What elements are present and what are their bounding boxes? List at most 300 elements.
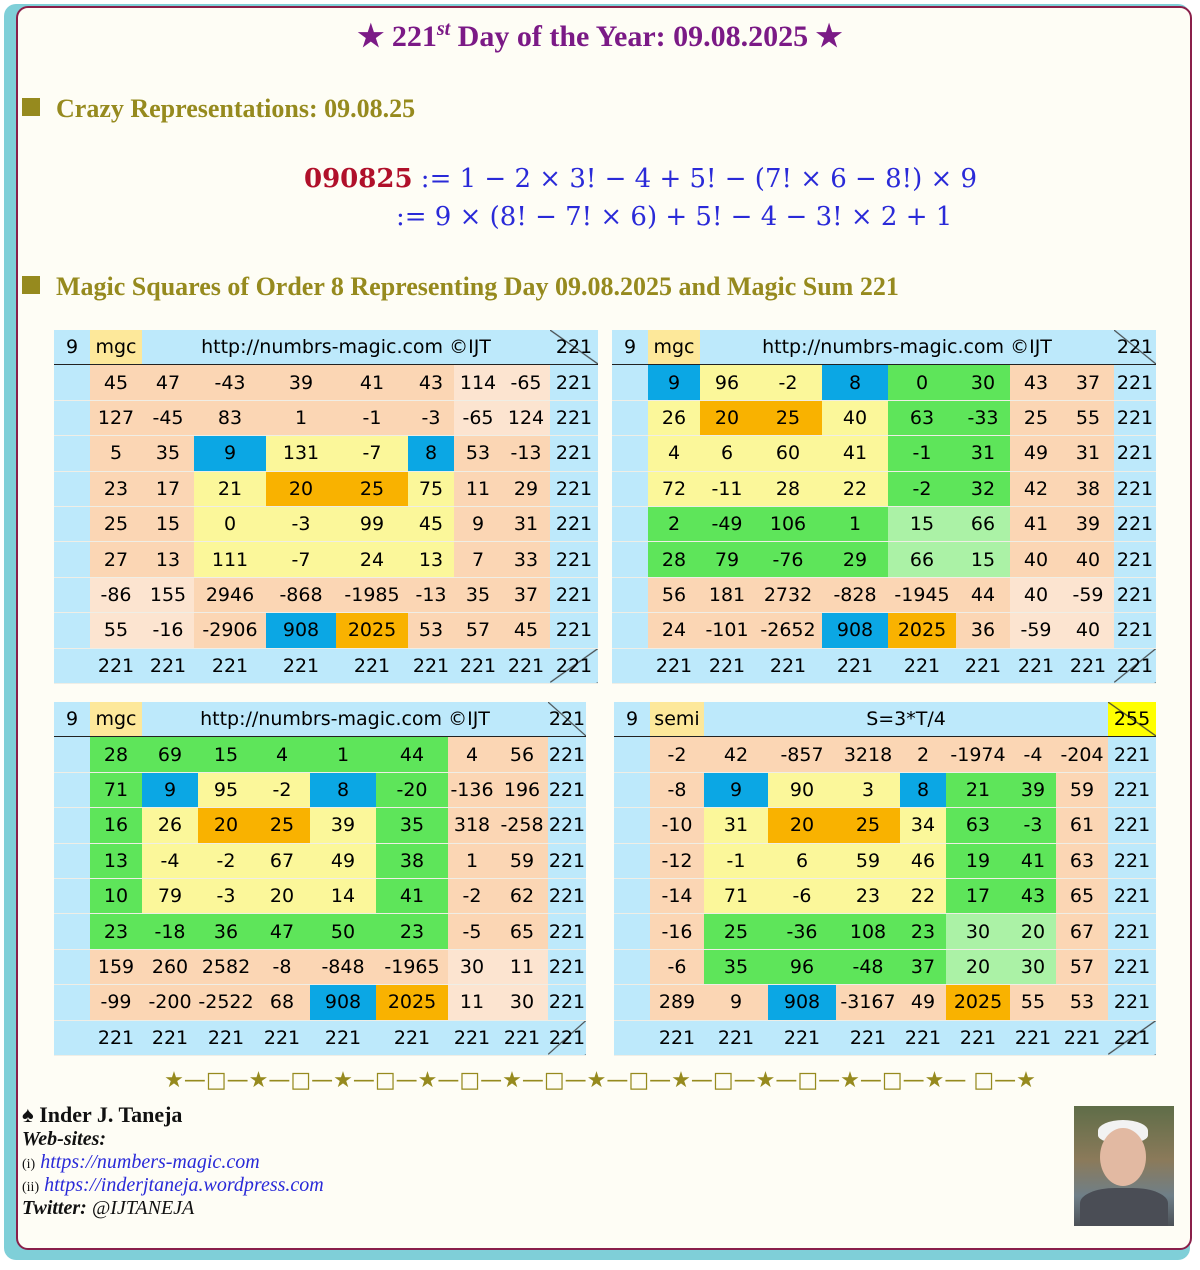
square-cell: 43	[408, 365, 454, 400]
square-cell: 53	[408, 613, 454, 648]
left-margin-cell	[54, 772, 90, 807]
square-cell: -3167	[836, 985, 900, 1020]
row-sum-cell: 221	[1114, 436, 1156, 471]
column-sum-cell: 221	[946, 1020, 1010, 1055]
square-cell: 908	[822, 613, 888, 648]
square-cell: 17	[946, 878, 1010, 913]
author-block	[22, 1102, 324, 1220]
square-cell: 3	[836, 772, 900, 807]
square-cell: -258	[496, 808, 548, 843]
square-cell: 4	[648, 436, 700, 471]
magic-square-3	[54, 702, 586, 1056]
square-cell: 40	[1010, 542, 1062, 577]
table-row	[612, 471, 1156, 506]
row-sum-cell: 221	[1108, 808, 1156, 843]
square-cell: 20	[768, 808, 836, 843]
square-cell: 41	[336, 365, 408, 400]
square-cell: 30	[448, 949, 496, 984]
square-cell: 41	[1010, 843, 1056, 878]
square-cell: 20	[946, 949, 1010, 984]
square-cell: 26	[648, 400, 700, 435]
square-cell: 63	[946, 808, 1010, 843]
square-cell: 46	[900, 843, 946, 878]
square-cell: 28	[648, 542, 700, 577]
square-cell: 45	[408, 506, 454, 541]
row-sum-cell: 221	[1114, 471, 1156, 506]
square-cell: 31	[1062, 436, 1114, 471]
square-cell: 45	[90, 365, 142, 400]
square-cell: 38	[376, 843, 448, 878]
table-row	[614, 772, 1156, 807]
square-cell: -868	[266, 577, 336, 612]
square-header: http://numbrs-magic.com ©IJT	[142, 702, 548, 737]
square-cell: 26	[142, 808, 198, 843]
square-cell: -7	[266, 542, 336, 577]
row-sum-cell: 221	[1108, 843, 1156, 878]
square-cell: 13	[90, 843, 142, 878]
column-sum-cell: 221	[448, 1020, 496, 1055]
square-cell: 67	[1056, 914, 1108, 949]
square-cell: -65	[454, 400, 502, 435]
column-sum-cell: 221	[822, 648, 888, 683]
row-sum-cell: 221	[550, 471, 598, 506]
column-sum-cell: 221	[90, 1020, 142, 1055]
square-cell: 25	[336, 471, 408, 506]
column-sum-cell: 221	[900, 1020, 946, 1055]
square-cell: -18	[142, 914, 198, 949]
website-2: (ii) https://inderjtaneja.wordpress.com	[22, 1174, 324, 1196]
square-cell: 2582	[198, 949, 254, 984]
square-cell: 42	[1010, 471, 1062, 506]
square-cell: -2	[754, 365, 822, 400]
square-cell: 41	[376, 878, 448, 913]
square-cell: -6	[650, 949, 704, 984]
table-row	[614, 808, 1156, 843]
square-cell: 83	[194, 400, 266, 435]
column-sum-cell: 221	[194, 648, 266, 683]
square-cell: 39	[266, 365, 336, 400]
square-cell: 75	[408, 471, 454, 506]
square-tag: mgc	[90, 702, 142, 737]
square-cell: 1	[448, 843, 496, 878]
table-row	[612, 506, 1156, 541]
left-margin-cell	[54, 808, 90, 843]
table-row	[614, 737, 1156, 772]
square-cell: 44	[956, 577, 1010, 612]
square-cell: -13	[408, 577, 454, 612]
column-sum-cell: 221	[90, 648, 142, 683]
square-cell: 39	[1010, 772, 1056, 807]
square-cell: -65	[502, 365, 550, 400]
square-cell: -45	[142, 400, 194, 435]
square-cell: 9	[704, 985, 768, 1020]
square-cell: 28	[754, 471, 822, 506]
square-cell: 21	[194, 471, 266, 506]
square-cell: 260	[142, 949, 198, 984]
square-cell: 2	[900, 737, 946, 772]
square-cell: 23	[90, 914, 142, 949]
square-cell: 8	[310, 772, 376, 807]
square-cell: 56	[648, 577, 700, 612]
table-row	[614, 949, 1156, 984]
square-cell: 23	[376, 914, 448, 949]
square-cell: 1	[822, 506, 888, 541]
table-row	[54, 843, 586, 878]
row-sum-cell: 221	[550, 365, 598, 400]
square-cell: 50	[310, 914, 376, 949]
left-margin-cell	[54, 542, 90, 577]
column-sum-cell: 221	[336, 648, 408, 683]
equation-number: 090825	[304, 164, 413, 194]
column-sum-cell: 221	[754, 648, 822, 683]
table-row	[54, 506, 598, 541]
square-cell: 53	[454, 436, 502, 471]
table-row	[612, 577, 1156, 612]
left-margin-cell	[612, 577, 648, 612]
column-sum-cell: 221	[310, 1020, 376, 1055]
square-cell: 62	[496, 878, 548, 913]
square-cell: -3	[1010, 808, 1056, 843]
square-header: http://numbrs-magic.com ©IJT	[142, 330, 550, 365]
square-cell: 159	[90, 949, 142, 984]
square-cell: 49	[900, 985, 946, 1020]
section-heading-representations: Crazy Representations: 09.08.25	[22, 94, 415, 124]
square-cell: 22	[900, 878, 946, 913]
square-cell: 68	[254, 985, 310, 1020]
row-sum-cell: 221	[1114, 542, 1156, 577]
square-cell: 31	[704, 808, 768, 843]
square-cell: 2025	[946, 985, 1010, 1020]
author-photo	[1074, 1106, 1174, 1226]
square-cell: 196	[496, 772, 548, 807]
row-sum-cell: 221	[1114, 577, 1156, 612]
square-cell: 40	[822, 400, 888, 435]
square-cell: 20	[700, 400, 754, 435]
square-cell: 8	[408, 436, 454, 471]
square-cell: -2	[650, 737, 704, 772]
square-cell: -59	[1062, 577, 1114, 612]
square-cell: 25	[254, 808, 310, 843]
magic-square-2	[612, 330, 1156, 684]
row-sum-cell: 221	[550, 577, 598, 612]
square-cell: 13	[142, 542, 194, 577]
square-cell: -2	[888, 471, 956, 506]
left-margin-cell	[54, 648, 90, 683]
website-1: (i) https://numbers-magic.com	[22, 1151, 260, 1173]
column-sum-cell: 221	[836, 1020, 900, 1055]
left-margin-cell	[614, 843, 650, 878]
square-cell: 23	[90, 471, 142, 506]
column-sum-cell: 221	[648, 648, 700, 683]
square-cell: 19	[946, 843, 1010, 878]
column-sum-cell: 221	[502, 648, 550, 683]
square-cell: -3	[198, 878, 254, 913]
square-cell: 0	[194, 506, 266, 541]
diagonal-sum-cell: 221	[550, 648, 598, 683]
square-cell: 4	[254, 737, 310, 772]
row-sum-cell: 221	[548, 878, 586, 913]
left-margin-cell	[612, 648, 648, 683]
square-cell: -1	[888, 436, 956, 471]
square-cell: -10	[650, 808, 704, 843]
column-sum-cell: 221	[1010, 648, 1062, 683]
square-cell: -16	[650, 914, 704, 949]
table-row	[54, 985, 586, 1020]
square-cell: 65	[1056, 878, 1108, 913]
square-cell: 44	[376, 737, 448, 772]
table-row	[54, 471, 598, 506]
square-cell: 25	[704, 914, 768, 949]
square-cell: 106	[754, 506, 822, 541]
square-cell: 39	[310, 808, 376, 843]
square-cell: 35	[454, 577, 502, 612]
square-cell: 90	[768, 772, 836, 807]
left-margin-cell	[614, 985, 650, 1020]
row-sum-cell: 221	[1108, 737, 1156, 772]
square-cell: 99	[336, 506, 408, 541]
square-cell: -43	[194, 365, 266, 400]
square-cell: 47	[142, 365, 194, 400]
square-cell: 20	[254, 878, 310, 913]
square-cell: 49	[310, 843, 376, 878]
diagonal-sum-cell: 221	[1114, 330, 1156, 365]
websites-label: Web-sites:	[22, 1128, 107, 1150]
section-heading-magic-squares: Magic Squares of Order 8 Representing Day 09.08.2025 and Magic Sum 221	[22, 272, 899, 302]
square-cell: 49	[1010, 436, 1062, 471]
column-sum-cell: 221	[1062, 648, 1114, 683]
row-sum-cell: 221	[548, 772, 586, 807]
magic-square-4	[614, 702, 1156, 1056]
left-margin-cell	[612, 542, 648, 577]
left-margin-cell	[54, 985, 90, 1020]
square-cell: -2	[198, 843, 254, 878]
left-margin-cell	[614, 808, 650, 843]
square-cell: 24	[648, 613, 700, 648]
square-cell: 6	[768, 843, 836, 878]
table-row	[612, 365, 1156, 400]
square-cell: -3	[266, 506, 336, 541]
square-cell: 35	[704, 949, 768, 984]
square-cell: 71	[704, 878, 768, 913]
square-cell: -2906	[194, 613, 266, 648]
square-cell: 5	[90, 436, 142, 471]
square-cell: -4	[142, 843, 198, 878]
square-cell: 36	[198, 914, 254, 949]
square-tag: mgc	[90, 330, 142, 365]
square-cell: 9	[194, 436, 266, 471]
square-cell: -14	[650, 878, 704, 913]
website-link-2[interactable]: https://inderjtaneja.wordpress.com	[44, 1174, 324, 1196]
row-sum-cell: 221	[1108, 949, 1156, 984]
column-sum-cell: 221	[198, 1020, 254, 1055]
left-margin-cell	[54, 878, 90, 913]
square-header: S=3*T/4	[704, 702, 1108, 737]
square-cell: 131	[266, 436, 336, 471]
square-cell: 2025	[888, 613, 956, 648]
square-cell: -16	[142, 613, 194, 648]
square-cell: 0	[888, 365, 956, 400]
square-cell: 908	[768, 985, 836, 1020]
column-sum-cell: 221	[704, 1020, 768, 1055]
square-cell: -49	[700, 506, 754, 541]
square-cell: 11	[454, 471, 502, 506]
row-sum-cell: 221	[1108, 985, 1156, 1020]
square-cell: -4	[1010, 737, 1056, 772]
square-cell: 124	[502, 400, 550, 435]
square-cell: 9	[142, 772, 198, 807]
square-cell: 55	[1062, 400, 1114, 435]
website-link-1[interactable]: https://numbers-magic.com	[40, 1151, 260, 1173]
square-cell: 2025	[376, 985, 448, 1020]
square-cell: -2522	[198, 985, 254, 1020]
square-cell: 15	[888, 506, 956, 541]
table-row	[54, 577, 598, 612]
square-cell: 16	[90, 808, 142, 843]
column-sum-cell: 221	[956, 648, 1010, 683]
row-sum-cell: 221	[1114, 613, 1156, 648]
column-sum-cell: 221	[254, 1020, 310, 1055]
square-cell: 43	[1010, 365, 1062, 400]
square-cell: 908	[310, 985, 376, 1020]
column-sum-cell: 221	[142, 648, 194, 683]
square-cell: -204	[1056, 737, 1108, 772]
table-row	[614, 985, 1156, 1020]
square-cell: 41	[1010, 506, 1062, 541]
square-cell: -59	[1010, 613, 1062, 648]
square-cell: 318	[448, 808, 496, 843]
square-cell: 35	[142, 436, 194, 471]
square-cell: 22	[822, 471, 888, 506]
square-cell: -7	[336, 436, 408, 471]
square-cell: 30	[496, 985, 548, 1020]
square-cell: 27	[90, 542, 142, 577]
row-sum-cell: 221	[550, 506, 598, 541]
square-cell: 13	[408, 542, 454, 577]
square-cell: 1	[266, 400, 336, 435]
square-cell: 21	[946, 772, 1010, 807]
square-cell: 29	[502, 471, 550, 506]
table-row	[612, 542, 1156, 577]
square-cell: 289	[650, 985, 704, 1020]
row-sum-cell: 221	[548, 985, 586, 1020]
column-sum-cell: 221	[700, 648, 754, 683]
square-cell: -5	[448, 914, 496, 949]
square-cell: 45	[502, 613, 550, 648]
diagonal-sum-cell: 255	[1108, 702, 1156, 737]
square-bullet-icon	[22, 276, 40, 294]
square-cell: 17	[142, 471, 194, 506]
left-margin-cell	[612, 400, 648, 435]
square-cell: -2	[448, 878, 496, 913]
left-margin-cell	[54, 577, 90, 612]
square-cell: -857	[768, 737, 836, 772]
square-cell: 34	[900, 808, 946, 843]
square-cell: 23	[900, 914, 946, 949]
left-margin-cell	[614, 772, 650, 807]
row-sum-cell: 221	[548, 808, 586, 843]
corner-cell: 9	[612, 330, 648, 365]
square-cell: -2652	[754, 613, 822, 648]
square-cell: 25	[1010, 400, 1062, 435]
square-cell: 181	[700, 577, 754, 612]
left-margin-cell	[54, 1020, 90, 1055]
square-cell: -136	[448, 772, 496, 807]
square-cell: -6	[768, 878, 836, 913]
square-cell: -101	[700, 613, 754, 648]
table-row	[54, 914, 586, 949]
square-cell: 9	[648, 365, 700, 400]
square-cell: 1	[310, 737, 376, 772]
row-sum-cell: 221	[550, 613, 598, 648]
left-margin-cell	[54, 737, 90, 772]
square-cell: 55	[90, 613, 142, 648]
square-cell: 56	[496, 737, 548, 772]
square-cell: 11	[496, 949, 548, 984]
stars-divider: ★—□—★—□—★—□—★—□—★—□—★—□—★—□—★—□—★—□—★— □—★	[164, 1068, 1036, 1093]
column-sum-cell: 221	[454, 648, 502, 683]
column-sum-cell: 221	[496, 1020, 548, 1055]
square-cell: 41	[822, 436, 888, 471]
diagonal-sum-cell: 221	[550, 330, 598, 365]
left-margin-cell	[54, 365, 90, 400]
square-cell: 66	[888, 542, 956, 577]
square-cell: 15	[142, 506, 194, 541]
square-cell: 20	[1010, 914, 1056, 949]
square-cell: 2732	[754, 577, 822, 612]
square-cell: 42	[704, 737, 768, 772]
square-cell: 66	[956, 506, 1010, 541]
square-cell: 30	[956, 365, 1010, 400]
square-cell: -99	[90, 985, 142, 1020]
square-cell: 3218	[836, 737, 900, 772]
left-margin-cell	[612, 436, 648, 471]
square-cell: -1985	[336, 577, 408, 612]
square-cell: 60	[754, 436, 822, 471]
square-cell: -86	[90, 577, 142, 612]
square-cell: 15	[198, 737, 254, 772]
column-sum-cell: 221	[376, 1020, 448, 1055]
table-row	[54, 878, 586, 913]
square-cell: 79	[700, 542, 754, 577]
square-cell: -848	[310, 949, 376, 984]
square-cell: 69	[142, 737, 198, 772]
table-row	[54, 400, 598, 435]
square-cell: 63	[888, 400, 956, 435]
row-sum-cell: 221	[1108, 914, 1156, 949]
table-row	[54, 949, 586, 984]
square-cell: 65	[496, 914, 548, 949]
square-cell: -1	[336, 400, 408, 435]
left-margin-cell	[54, 843, 90, 878]
square-cell: 35	[376, 808, 448, 843]
diagonal-sum-cell: 221	[548, 1020, 586, 1055]
square-cell: 4	[448, 737, 496, 772]
square-cell: -2	[254, 772, 310, 807]
square-cell: 2	[648, 506, 700, 541]
square-cell: 30	[1010, 949, 1056, 984]
square-cell: -1	[704, 843, 768, 878]
left-margin-cell	[54, 613, 90, 648]
square-cell: 9	[704, 772, 768, 807]
square-cell: 96	[700, 365, 754, 400]
square-cell: 108	[836, 914, 900, 949]
square-cell: 53	[1056, 985, 1108, 1020]
row-sum-cell: 221	[548, 914, 586, 949]
square-cell: 20	[198, 808, 254, 843]
row-sum-cell: 221	[550, 400, 598, 435]
square-cell: 67	[254, 843, 310, 878]
square-cell: 63	[1056, 843, 1108, 878]
